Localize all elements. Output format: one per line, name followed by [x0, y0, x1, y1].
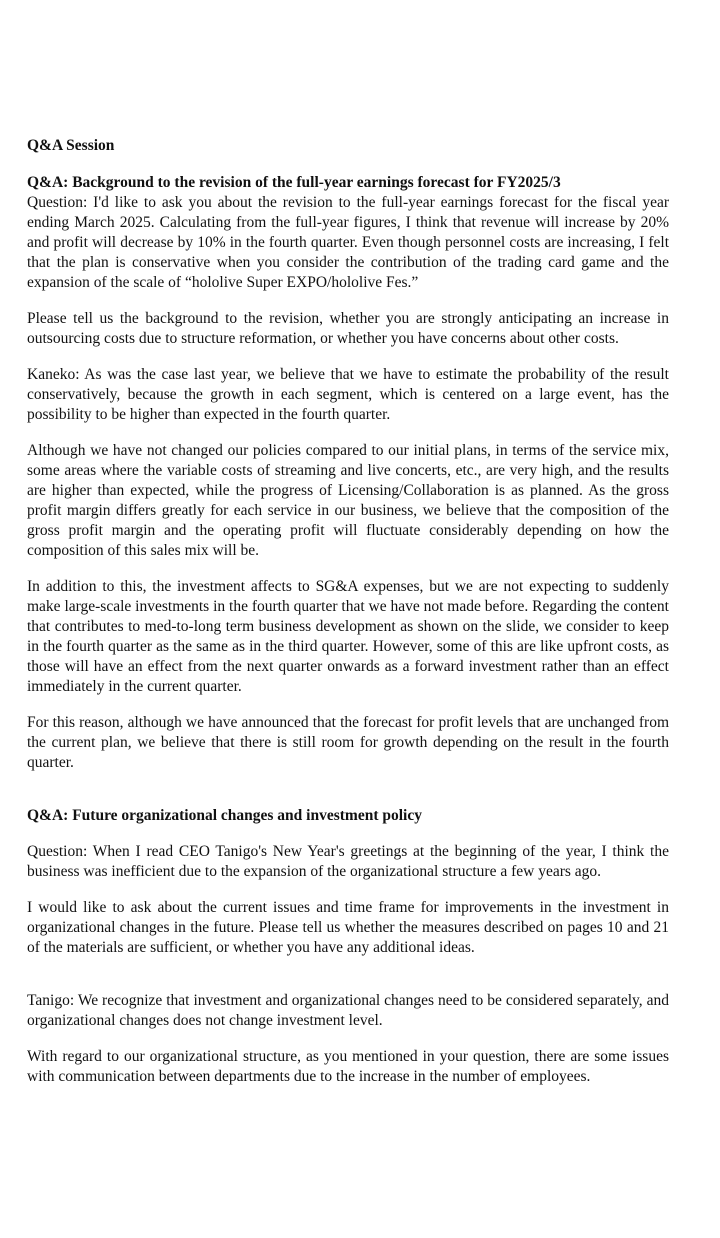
spacer: [27, 773, 669, 790]
qa2-question-paragraph: Question: When I read CEO Tanigo's New Year's greetings at the beginning of the year, I think the business was inefficient due to the expansion of the organizational structure a few years ago.: [27, 843, 669, 880]
qa1-answer-paragraph-4: For this reason, although we have announced that the forecast for profit levels that are unchanged from the current plan, we believe that there is still room for growth depending on the result in the fourth quarter.: [27, 714, 669, 771]
spacer: [27, 293, 669, 309]
spacer: [27, 697, 669, 713]
qa1-answer-paragraph-2: Although we have not changed our policies compared to our initial plans, in terms of the service mix, some areas where the variable costs of streaming and live concerts, etc., are very high, and the results are higher than expected, while the progress of Licensing/Collaboration is as planned. As the gross profit margin differs greatly for each service in our business, we believe that the composition of the gross profit margin and the operating profit will fluctuate considerably depending on how the composition of this sales mix will be.: [27, 442, 669, 559]
spacer: [27, 1031, 669, 1047]
session-title: Q&A Session: [27, 137, 115, 154]
document-page: [27, 136, 669, 1087]
spacer: [27, 790, 669, 806]
spacer: [27, 425, 669, 441]
spacer: [27, 561, 669, 577]
spacer: [27, 349, 669, 365]
spacer: [27, 156, 669, 173]
spacer: [27, 826, 669, 842]
qa1-question-paragraph: Question: I'd like to ask you about the revision to the full-year earnings forecast for the fiscal year ending March 2025. Calculating from the full-year figures, I think that revenue will increase by 20% and profit will decrease by 10% in the fourth quarter. Even though personnel costs are increasing, I felt that the plan is conservative when you consider the contribution of the trading card game and the expansion of the scale of “hololive Super EXPO/hololive Fes.”: [27, 194, 669, 291]
spacer: [27, 958, 669, 975]
qa1-answer-paragraph-1: Kaneko: As was the case last year, we believe that we have to estimate the probability of the result conservatively, because the growth in each segment, which is centered on a large event, has the possibility to be higher than expected in the fourth quarter.: [27, 366, 669, 423]
qa1-answer-paragraph-3: In addition to this, the investment affects to SG&A expenses, but we are not expecting to suddenly make large-scale investments in the fourth quarter that we have not made before. Regarding the content that contributes to med-to-long term business development as shown on the slide, we consider to keep in the fourth quarter as the same as in the third quarter. However, some of this are like upfront costs, as those will have an effect from the next quarter onwards as a forward investment rather than an effect immediately in the current quarter.: [27, 578, 669, 695]
spacer: [27, 975, 669, 991]
qa1-question-followup: Please tell us the background to the revision, whether you are strongly anticipating an increase in outsourcing costs due to structure reformation, or whether you have concerns about other costs.: [27, 310, 669, 347]
qa2-answer-paragraph-1: Tanigo: We recognize that investment and organizational changes need to be considered separately, and organizational changes does not change investment level.: [27, 992, 669, 1029]
qa1-heading: Q&A: Background to the revision of the full-year earnings forecast for FY2025/3: [27, 174, 561, 191]
spacer: [27, 882, 669, 898]
qa2-answer-paragraph-2: With regard to our organizational structure, as you mentioned in your question, there are some issues with communication between departments due to the increase in the number of employees.: [27, 1048, 669, 1085]
qa2-heading: Q&A: Future organizational changes and investment policy: [27, 807, 422, 824]
qa2-question-followup: I would like to ask about the current issues and time frame for improvements in the investment in organizational changes in the future. Please tell us whether the measures described on pages 10 and 21 of the materials are sufficient, or whether you have any additional ideas.: [27, 899, 669, 956]
